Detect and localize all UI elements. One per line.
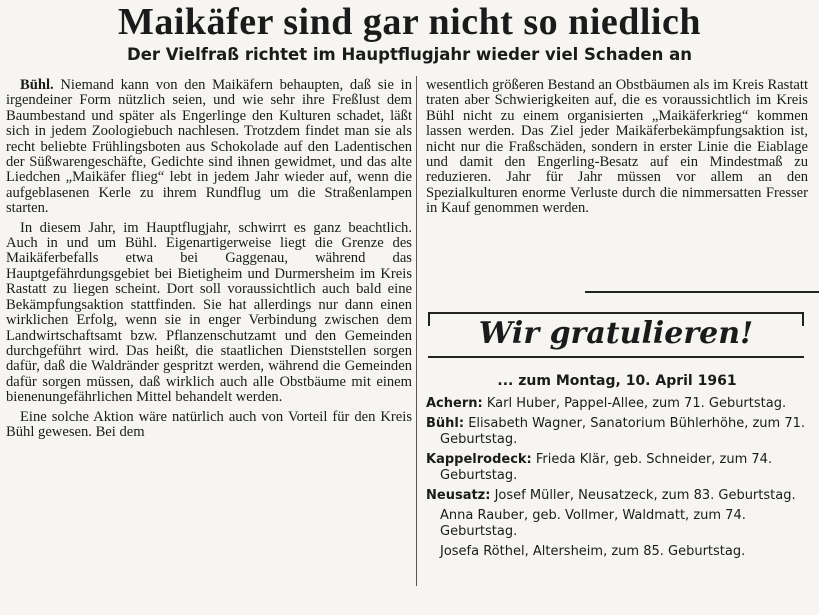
- article-right-column: [426, 78, 808, 217]
- article-paragraph-2: In diesem Jahr, im Hauptflugjahr, schwirrt es ganz beachtlich. Auch in und um Bühl. Eigenartigerweise liegt die Grenze des Maikäferbefalls etwa bei Gaggenau, während das Hauptgefährdungsgebiet bei Bietigheim und Durmersheim im Kreis Rastatt zu liegen scheint. Dort soll voraussichtlich auch bald eine Bekämpfungsaktion stattfinden. Sie hat allerdings nur dann einen wirklichen Erfolg, wenn sie in enger Verbindung zwischen dem Landwirtschaftsamt bzw. Pflanzenschutzamt und den Gemeinden durchgeführt wird. Das heißt, die staatlichen Dienststellen sorgen dafür, daß die Waldränder gespritzt werden, während die Gemeinden dafür sorgen müssen, daß wirklich auch alle Obstbäume mit einem bienenungefährlichen Mittel behandelt werden.: [6, 219, 412, 406]
- birthday-place: Achern:: [426, 396, 483, 411]
- birthday-entry: [426, 396, 808, 412]
- birthday-text: Elisabeth Wagner, Sanatorium Bühlerhöhe, zum 71. Geburtstag.: [440, 416, 806, 447]
- article-left-column: [6, 78, 412, 440]
- birthday-entry: [426, 488, 808, 504]
- gratulation-date: ... zum Montag, 10. April 1961: [497, 373, 737, 389]
- birthday-entry: [426, 452, 808, 484]
- birthday-text: Karl Huber, Pappel-Allee, zum 71. Geburtstag.: [486, 396, 787, 411]
- gratulation-title: Wir gratulieren!: [478, 316, 754, 351]
- birthday-place: Neusatz:: [426, 488, 491, 503]
- section-divider: [585, 291, 819, 293]
- dateline-place: Bühl.: [20, 77, 54, 93]
- headline: Maikäfer sind gar nicht so niedlich: [118, 1, 701, 43]
- birthday-list: [426, 396, 808, 564]
- subheadline: Der Vielfraß richtet im Hauptflugjahr wieder viel Schaden an: [127, 45, 692, 64]
- birthday-entry: [426, 416, 808, 448]
- birthday-sub-entry: Anna Rauber, geb. Vollmer, Waldmatt, zum 74. Geburtstag.: [440, 508, 746, 539]
- gratulation-header-box: [428, 312, 804, 358]
- paragraph-1-text: Niemand kann von den Maikäfern behaupten, daß sie in irgendeiner Form nützlich seien, und wie sehr ihre Freßlust dem Baumbestand und später als Engerlinge den Kulturen schadet, läßt sich in jedem Zoologiebuch nachlesen. Trotzdem findet man sie als recht beliebte Frühlingsboten aus Schokolade auf den Ladentischen der Süßwarengeschäfte, Gedichte sind ihnen gewidmet, und das alte Liedchen „Maikäfer flieg“ lebt in jedem Jahr wieder auf, wenn die aufgeblasenen Kerle zu ihrem Rundflug um die Straßenlampen starten.: [6, 77, 412, 217]
- column-divider: [416, 76, 417, 586]
- article-paragraph-1: [6, 78, 412, 217]
- birthday-text: Josef Müller, Neusatzeck, zum 83. Geburtstag.: [494, 488, 796, 503]
- article-paragraph-3: Eine solche Aktion wäre natürlich auch von Vorteil für den Kreis Bühl gewesen. Bei dem: [6, 408, 412, 440]
- article-continuation: wesentlich größeren Bestand an Obstbäumen als im Kreis Rastatt traten aber Schwierigkeiten auf, die es voraussichtlich im Kreis Bühl nicht zu einem organisierten „Maikäferkrieg“ kommen lassen werden. Das Ziel jeder Maikäferbekämpfungsaktion ist, nicht nur die Fraßschäden, sondern in erster Linie die Eiablage und damit den Engerling-Besatz auf ein Mindestmaß zu reduzieren. Jahr für Jahr müssen vor allem an den Spezialkulturen enorme Verluste durch die nimmersatten Fresser in Kauf genommen werden.: [426, 77, 808, 217]
- birthday-sub-entry: Josefa Röthel, Altersheim, zum 85. Geburtstag.: [440, 544, 746, 559]
- birthday-place: Kappelrodeck:: [426, 452, 532, 467]
- birthday-text: Frieda Klär, geb. Schneider, zum 74. Geburtstag.: [440, 452, 773, 483]
- birthday-place: Bühl:: [426, 416, 465, 431]
